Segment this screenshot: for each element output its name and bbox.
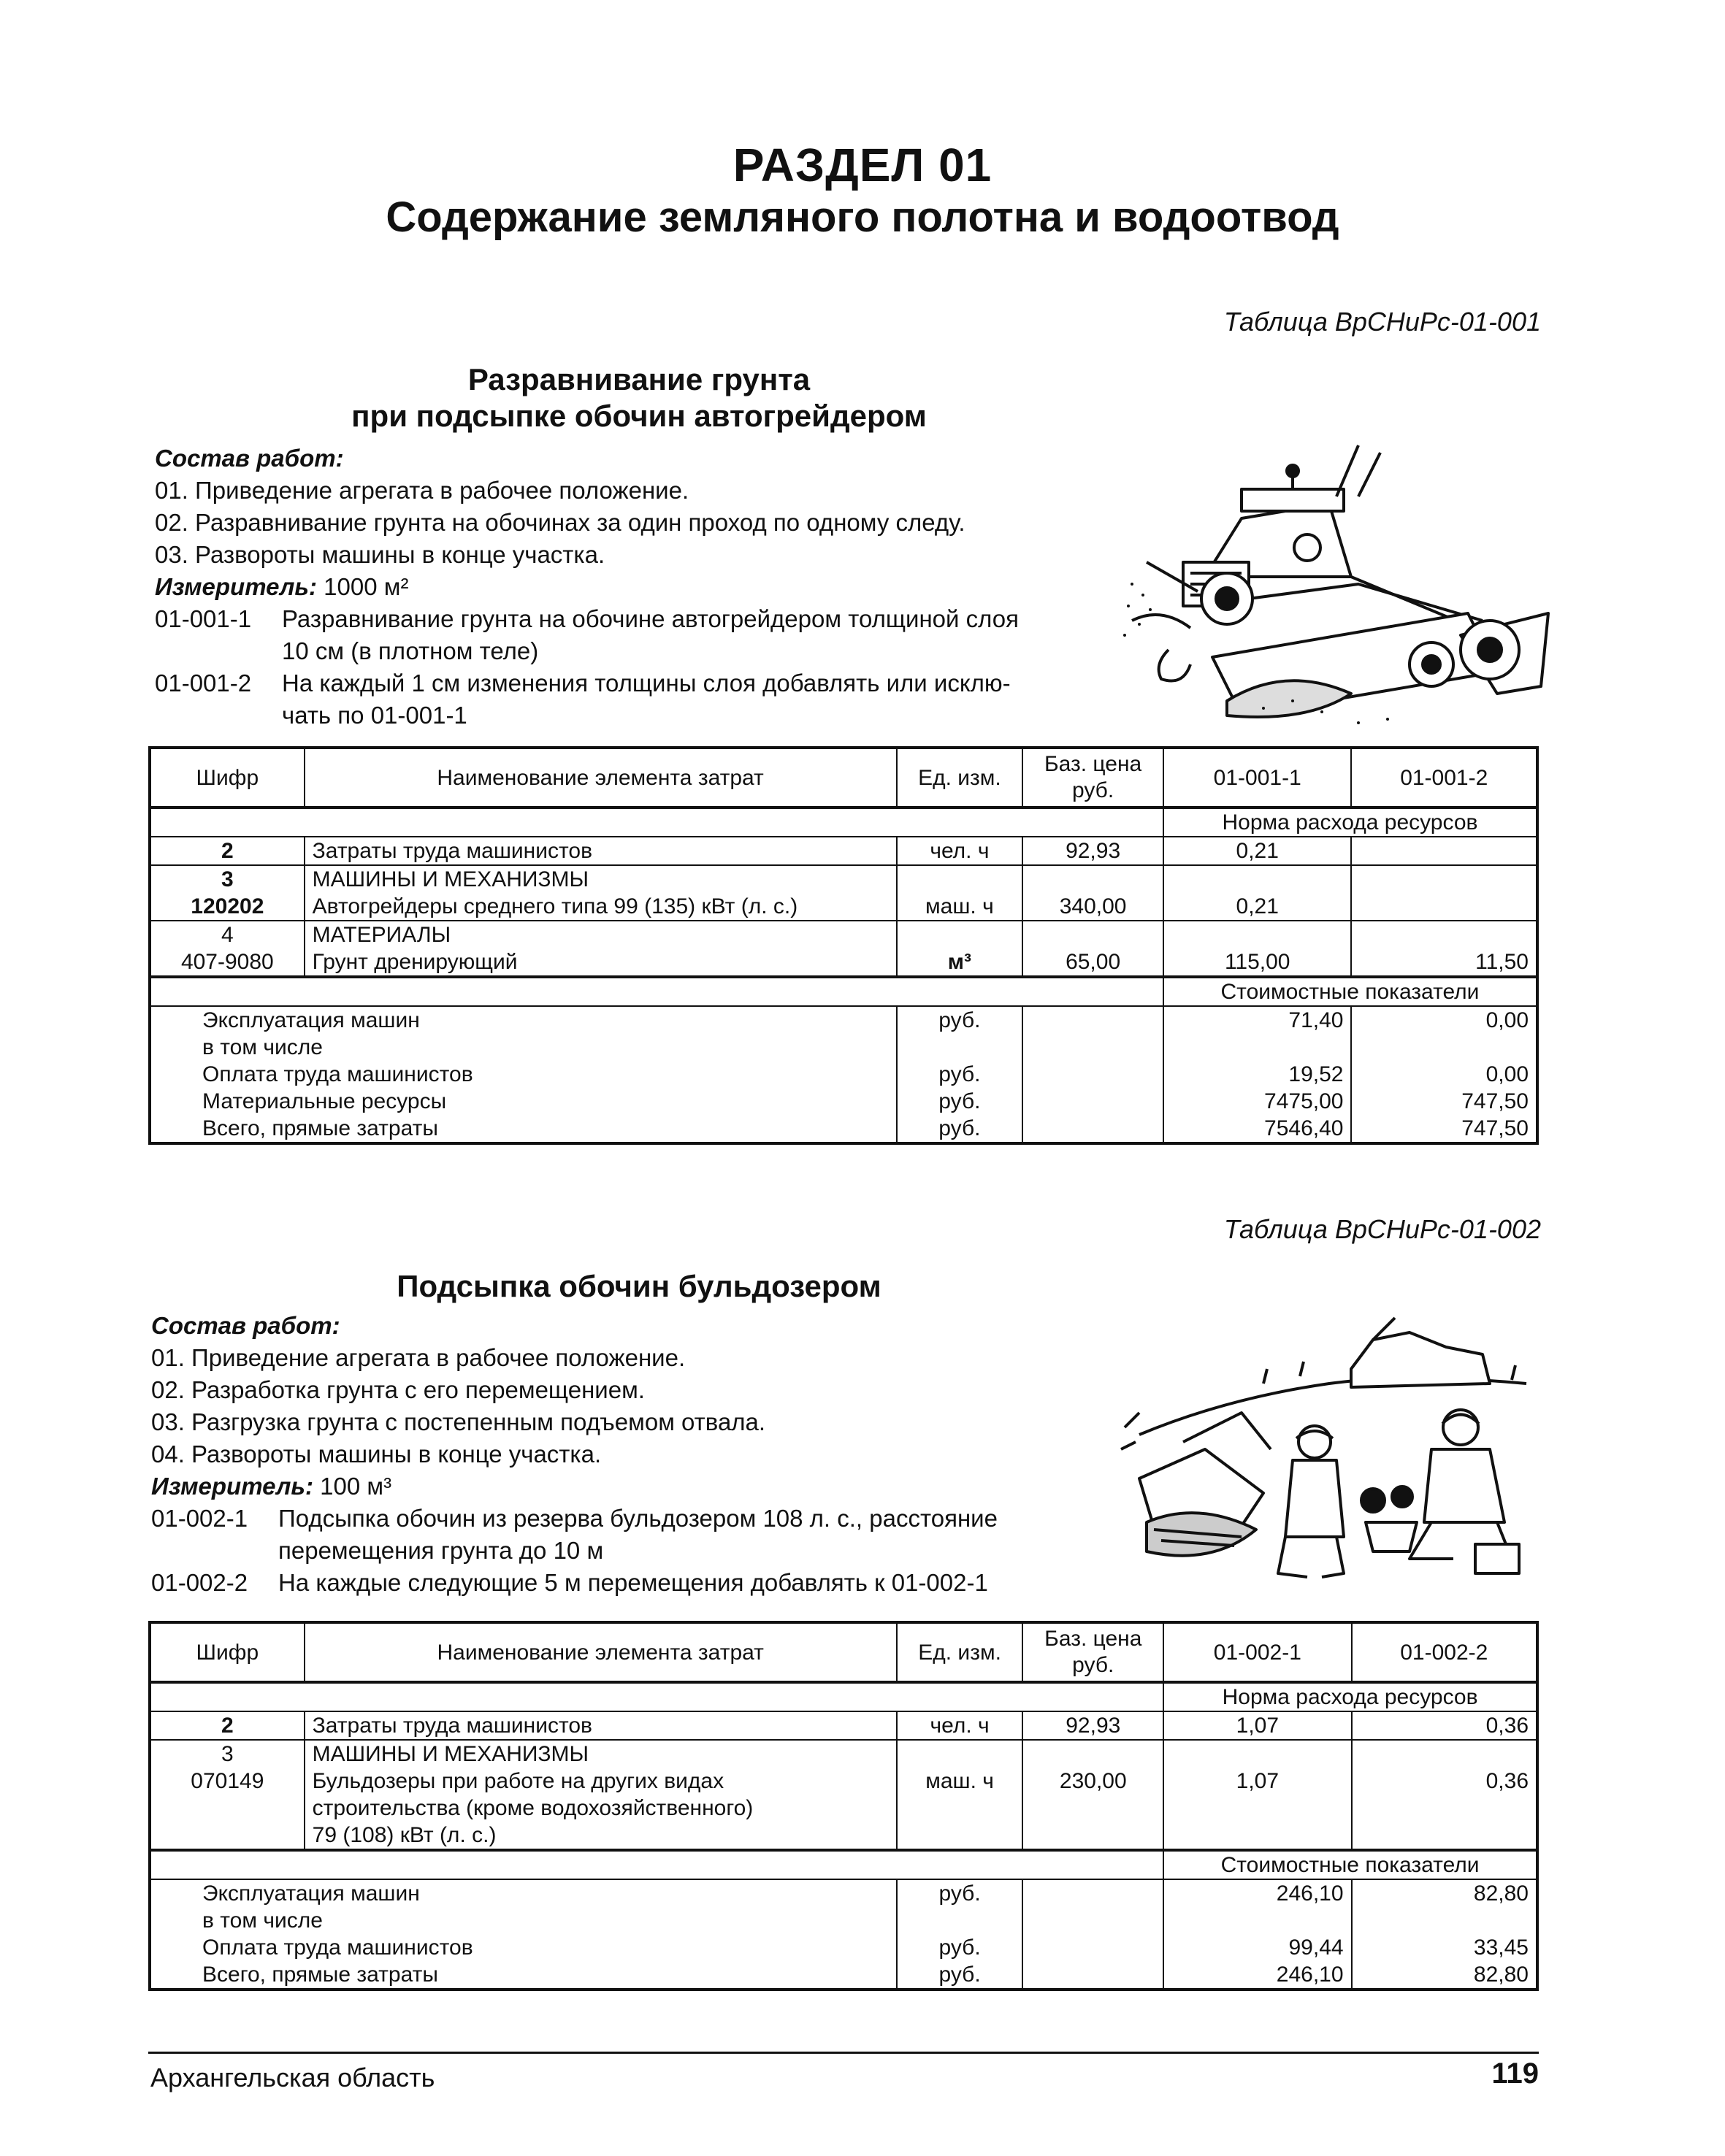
item-desc: На каждый 1 см изменения толщины слоя добавлять или исклю- bbox=[282, 670, 1011, 697]
measure-line bbox=[151, 1471, 391, 1502]
col-header: Шифр bbox=[150, 1622, 305, 1682]
work-item: 03. Развороты машины в конце участка. bbox=[155, 541, 605, 568]
resource-table-1 bbox=[148, 746, 1539, 1145]
subheader-row bbox=[150, 977, 1537, 1006]
norm-label: Норма расхода ресурсов bbox=[1163, 807, 1537, 837]
item-code: 01-001-2 bbox=[155, 670, 252, 697]
motor-grader-illustration bbox=[1117, 431, 1556, 737]
table-row: 2 Затраты труда машинистов чел. ч 92,93 1,07 0,36 bbox=[150, 1711, 1537, 1740]
table-ref-2: Таблица ВрСНиРс-01-002 bbox=[1223, 1214, 1541, 1244]
footer-rule bbox=[148, 2052, 1539, 2054]
item-desc: На каждые следующие 5 м перемещения добавлять к 01-002-1 bbox=[278, 1569, 988, 1596]
table-row: 3 120202 МАШИНЫ И МЕХАНИЗМЫ Автогрейдеры среднего типа 99 (135) кВт (л. с.) маш. ч 340,00 0,21 bbox=[150, 865, 1537, 921]
table2-title: Подсыпка обочин бульдозером bbox=[397, 1269, 881, 1303]
section-title: РАЗДЕЛ 01 bbox=[733, 139, 992, 191]
work-item: 03. Разгрузка грунта с постепенным подъемом отвала. bbox=[151, 1408, 766, 1435]
col-header: Баз. цена руб. bbox=[1022, 1622, 1163, 1682]
table-row: 4 407-9080 МАТЕРИАЛЫ Грунт дренирующий м³ 65,00 115,00 11,50 bbox=[150, 921, 1537, 977]
footer-region: Архангельская область bbox=[150, 2063, 435, 2092]
cost-label: Стоимостные показатели bbox=[1163, 977, 1537, 1006]
item-desc: Разравнивание грунта на обочине автогрейдером толщиной слоя bbox=[282, 605, 1019, 632]
col-header: 01-001-2 bbox=[1351, 748, 1537, 807]
item-desc: перемещения грунта до 10 м bbox=[278, 1537, 604, 1564]
measure-label: Измеритель: bbox=[155, 573, 317, 600]
col-header: 01-002-1 bbox=[1163, 1622, 1351, 1682]
item-desc: чать по 01-001-1 bbox=[282, 702, 467, 729]
section-subtitle: Содержание земляного полотна и водоотвод bbox=[386, 193, 1339, 241]
item-desc: Подсыпка обочин из резерва бульдозером 108 л. с., расстояние bbox=[278, 1505, 998, 1532]
table-header-row bbox=[150, 1622, 1537, 1682]
col-header: Ед. изм. bbox=[897, 1622, 1023, 1682]
item-code: 01-002-1 bbox=[151, 1505, 248, 1532]
measure-label: Измеритель: bbox=[151, 1473, 313, 1500]
sostav-label: Состав работ: bbox=[151, 1312, 340, 1339]
sostav-label: Состав работ: bbox=[155, 445, 344, 472]
resource-table-2 bbox=[148, 1621, 1539, 1991]
col-header: Ед. изм. bbox=[897, 748, 1023, 807]
table-header-row bbox=[150, 748, 1537, 807]
col-header: Шифр bbox=[150, 748, 305, 807]
item-code: 01-001-1 bbox=[155, 605, 252, 632]
work-item: 01. Приведение агрегата в рабочее положение. bbox=[155, 477, 689, 504]
col-header: 01-002-2 bbox=[1352, 1622, 1537, 1682]
measure-line bbox=[155, 572, 408, 602]
col-header: Наименование элемента затрат bbox=[305, 1622, 897, 1682]
table-row: 2 Затраты труда машинистов чел. ч 92,93 0,21 bbox=[150, 837, 1537, 865]
work-item: 01. Приведение агрегата в рабочее положение. bbox=[151, 1344, 686, 1371]
bulldozer-illustration bbox=[1117, 1303, 1541, 1595]
cost-rows: Эксплуатация машин в том числе Оплата труда машинистов Всего, прямые затраты руб. руб. руб. 246,10 99,44 246,10 82,80 33,45 82,80 bbox=[150, 1879, 1537, 1990]
work-item: 02. Разработка грунта с его перемещением. bbox=[151, 1376, 645, 1403]
col-header: 01-001-1 bbox=[1163, 748, 1352, 807]
subheader-row bbox=[150, 1850, 1537, 1879]
col-header: Баз. цена руб. bbox=[1022, 748, 1163, 807]
subheader-row bbox=[150, 807, 1537, 837]
work-item: 02. Разравнивание грунта на обочинах за один проход по одному следу. bbox=[155, 509, 965, 536]
table1-title-line2: при подсыпке обочин автогрейдером bbox=[351, 399, 927, 433]
norm-label: Норма расхода ресурсов bbox=[1163, 1682, 1537, 1711]
measure-value: 1000 м² bbox=[324, 573, 409, 600]
col-header: Наименование элемента затрат bbox=[305, 748, 897, 807]
work-item: 04. Развороты машины в конце участка. bbox=[151, 1440, 602, 1468]
measure-value: 100 м³ bbox=[320, 1473, 392, 1500]
cost-rows: Эксплуатация машин в том числе Оплата труда машинистов Материальные ресурсы Всего, прямые затраты руб. руб. руб. руб. 71,40 19,52 7475,00 7546,40 0,00 0,00 747,50 747,50 bbox=[150, 1006, 1537, 1143]
item-code: 01-002-2 bbox=[151, 1569, 248, 1596]
subheader-row bbox=[150, 1682, 1537, 1711]
page-number: 119 bbox=[1491, 2057, 1539, 2090]
table-ref-1: Таблица ВрСНиРс-01-001 bbox=[1223, 307, 1541, 337]
table-row: 3 070149 МАШИНЫ И МЕХАНИЗМЫ Бульдозеры при работе на других видах строительства (кроме водохозяйственного) 79 (108) кВт (л. с.) маш. ч 230,00 1,07 0,36 bbox=[150, 1740, 1537, 1850]
cost-label: Стоимостные показатели bbox=[1163, 1850, 1537, 1879]
table1-title-line1: Разравнивание грунта bbox=[467, 362, 811, 396]
item-desc: 10 см (в плотном теле) bbox=[282, 637, 539, 664]
